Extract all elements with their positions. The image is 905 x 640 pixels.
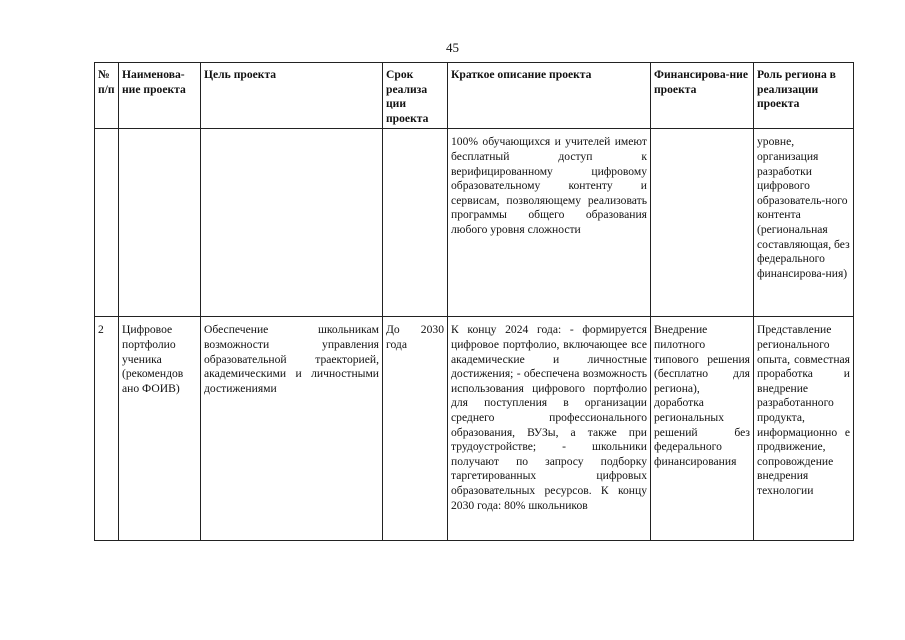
header-num: № п/п bbox=[95, 63, 119, 129]
cell-financing: Внедрение пилотного типового решения (бесплатно для региона), доработка региональных решений без федерального финансирования bbox=[651, 317, 754, 541]
header-goal: Цель проекта bbox=[201, 63, 383, 129]
cell-goal: Обеспечение школьникам возможности управления образовательной траекторией, академическими и личностными достижениями bbox=[201, 317, 383, 541]
header-financing: Финансирова-ние проекта bbox=[651, 63, 754, 129]
header-name: Наименова-ние проекта bbox=[119, 63, 201, 129]
cell-region-role: уровне, организация разработки цифрового образователь-ного контента (региональная составляющая, без федерального финансирова-ния) bbox=[754, 129, 854, 317]
projects-table bbox=[94, 62, 854, 541]
cell-description: К концу 2024 года: - формируется цифровое портфолио, включающее все академические и личностные достижения; - обеспечена возможность использования цифрового портфолио для поступления в организации среднего профессионального образования, ВУЗы, а также при трудоустройстве; - школьники получают по запросу подборку таргетированных цифровых образовательных ресурсов. К концу 2030 года: 80% школьников bbox=[448, 317, 651, 541]
cell-goal bbox=[201, 129, 383, 317]
cell-term bbox=[383, 129, 448, 317]
header-description: Краткое описание проекта bbox=[448, 63, 651, 129]
cell-name bbox=[119, 129, 201, 317]
page-number: 45 bbox=[446, 40, 459, 55]
cell-term: До 2030 года bbox=[383, 317, 448, 541]
cell-num bbox=[95, 129, 119, 317]
table-row bbox=[95, 317, 854, 541]
table-header-row bbox=[95, 63, 854, 129]
header-term: Срок реализа ции проекта bbox=[383, 63, 448, 129]
cell-name: Цифровое портфолио ученика (рекомендов ано ФОИВ) bbox=[119, 317, 201, 541]
table-row bbox=[95, 129, 854, 317]
header-region-role: Роль региона в реализации проекта bbox=[754, 63, 854, 129]
cell-num: 2 bbox=[95, 317, 119, 541]
cell-financing bbox=[651, 129, 754, 317]
cell-region-role: Представление регионального опыта, совместная проработка и внедрение разработанного продукта, информационно е продвижение, сопровождение внедрения технологии bbox=[754, 317, 854, 541]
cell-description: 100% обучающихся и учителей имеют бесплатный доступ к верифицированному цифровому образовательному контенту и сервисам, позволяющему реализовать программы общего образования любого уровня сложности bbox=[448, 129, 651, 317]
